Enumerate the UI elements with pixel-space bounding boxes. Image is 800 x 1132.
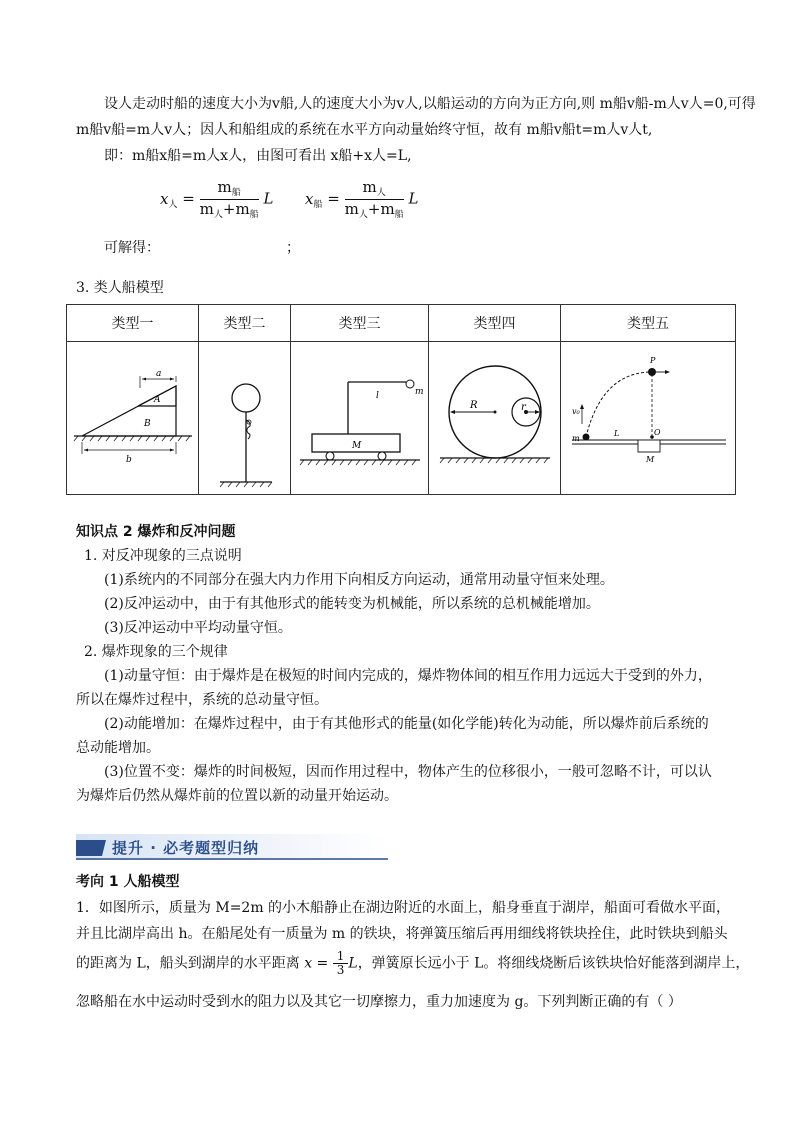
formula-x-person: $x_人$ <box>160 189 178 210</box>
models-heading: 3. 类人船模型 <box>76 280 164 296</box>
formula-L-1: L <box>263 189 274 208</box>
kp2-p3: (3)反冲运动中平均动量守恒。 <box>104 620 292 636</box>
fig5-label-m: m <box>572 434 580 443</box>
kp2-p1: (1)系统内的不同部分在强大内力作用下向相反方向运动，通常用动量守恒来处理。 <box>104 572 614 588</box>
formula-fraction-boat: $\frac{m_人}{m_人+m_船}$ <box>344 178 404 220</box>
formula-eq-2: = <box>327 189 340 208</box>
kp2-q3a: (3)位置不变：爆炸的时间极短，因而作用过程中，物体产生的位移很小，一般可忽略不计，可以认 <box>104 764 712 780</box>
problem-line-4: 忽略船在水中运动时受到水的阻力以及其它一切摩擦力，重力加速度为 g。下列判断正确的有（ ） <box>76 994 682 1010</box>
intro-line-2: m船v船=m人v人；因人和船组成的系统在水平方向动量始终守恒，故有 m船v船t=m人v人t, <box>76 122 653 138</box>
type-4-header: 类型四 <box>429 305 561 342</box>
problem-L: L <box>348 955 358 972</box>
formula-L-2: L <box>408 189 419 208</box>
fig3-label-M: M <box>351 441 361 451</box>
type-2-header: 类型二 <box>199 305 291 342</box>
kp2-q3b: 为爆炸后仍然从爆炸前的位置以新的动量开始运动。 <box>76 788 398 804</box>
type-1-header: 类型一 <box>67 305 199 342</box>
fig5-label-O: O <box>654 428 661 437</box>
fig5-label-M: M <box>646 455 655 464</box>
section-title: 考向 1 人船模型 <box>76 874 180 890</box>
kp2-q2b: 总动能增加。 <box>76 740 160 756</box>
fig1-label-b: b <box>125 455 132 465</box>
type-5-header: 类型五 <box>561 305 736 342</box>
fig3-label-m: m <box>414 387 424 397</box>
kp2-q1b: 所以在爆炸过程中，系统的总动量守恒。 <box>76 692 328 708</box>
fig5-label-L: L <box>614 429 620 438</box>
intro-line-1: 设人走动时船的速度大小为v船,人的速度大小为v人,以船运动的方向为正方向,则 m船v船-m人v人=0,可得 <box>104 96 756 112</box>
formula-block <box>160 178 418 221</box>
kp2-q2a: (2)动能增加：在爆炸过程中，由于有其他形式的能量(如化学能)转化为动能，所以爆炸前后系统的 <box>104 716 709 732</box>
formula-fraction-person: $\frac{m_船}{m_人+m_船}$ <box>199 178 259 220</box>
problem-line-3-a: 的距离为 L，船头到湖岸的水平距离 <box>76 955 305 972</box>
fig3-label-l: l <box>375 391 379 401</box>
fig4-label-R: R <box>469 400 478 411</box>
solve-label: 可解得： <box>104 240 160 256</box>
banner-text: 提升 · 必考题型归纳 <box>112 839 260 857</box>
intro-line-3: 即：m船x船=m人x人，由图可看出 x船+x人=L, <box>104 148 412 164</box>
formula-x-boat: $x_船$ <box>305 189 323 210</box>
fig4-label-r: r <box>520 402 526 413</box>
kp2-q1a: (1)动量守恒：由于爆炸是在极短的时间内完成的，爆炸物体间的相互作用力远远大于受到的外力， <box>104 668 712 684</box>
kp2-item-1: 1. 对反冲现象的三点说明 <box>84 548 242 564</box>
problem-line-3-b: ，弹簧原长远小于 L。将细线烧断后该铁块恰好能落到湖岸上， <box>357 955 750 972</box>
type-5-figure <box>561 342 736 495</box>
formula-eq-1: = <box>182 189 195 208</box>
fig1-label-a: a <box>155 369 161 379</box>
fig1-label-A: A <box>153 395 160 405</box>
problem-eq: = <box>312 955 333 972</box>
kp2-p2: (2)反冲运动中，由于有其他形式的能转变为机械能，所以系统的总机械能增加。 <box>104 596 600 612</box>
models-table <box>66 304 736 495</box>
problem-x: x <box>304 955 313 972</box>
type-3-header: 类型三 <box>291 305 429 342</box>
problem-fraction: $\frac{1}{3}$ <box>333 950 349 977</box>
fig1-label-B: B <box>143 419 151 429</box>
fig5-label-P: P <box>650 356 656 365</box>
type-2-figure <box>199 342 291 495</box>
type-4-figure <box>429 342 561 495</box>
problem-line-1: 1．如图所示，质量为 M=2m 的小木船静止在湖边附近的水面上，船身垂直于湖岸，船面可看做水平面， <box>76 900 731 916</box>
solve-semicolon: ； <box>286 240 300 256</box>
problem-line-3 <box>76 950 749 977</box>
type-1-figure <box>67 342 199 495</box>
type-3-figure <box>291 342 429 495</box>
kp2-title: 知识点 2 爆炸和反冲问题 <box>76 524 236 540</box>
kp2-item-2: 2. 爆炸现象的三个规律 <box>84 644 228 660</box>
problem-line-2: 并且比湖岸高出 h。在船尾处有一质量为 m 的铁块，将弹簧压缩后再用细线将铁块拴住，此时铁块到船头 <box>76 926 728 942</box>
fig5-label-v0: v₀ <box>572 407 580 416</box>
